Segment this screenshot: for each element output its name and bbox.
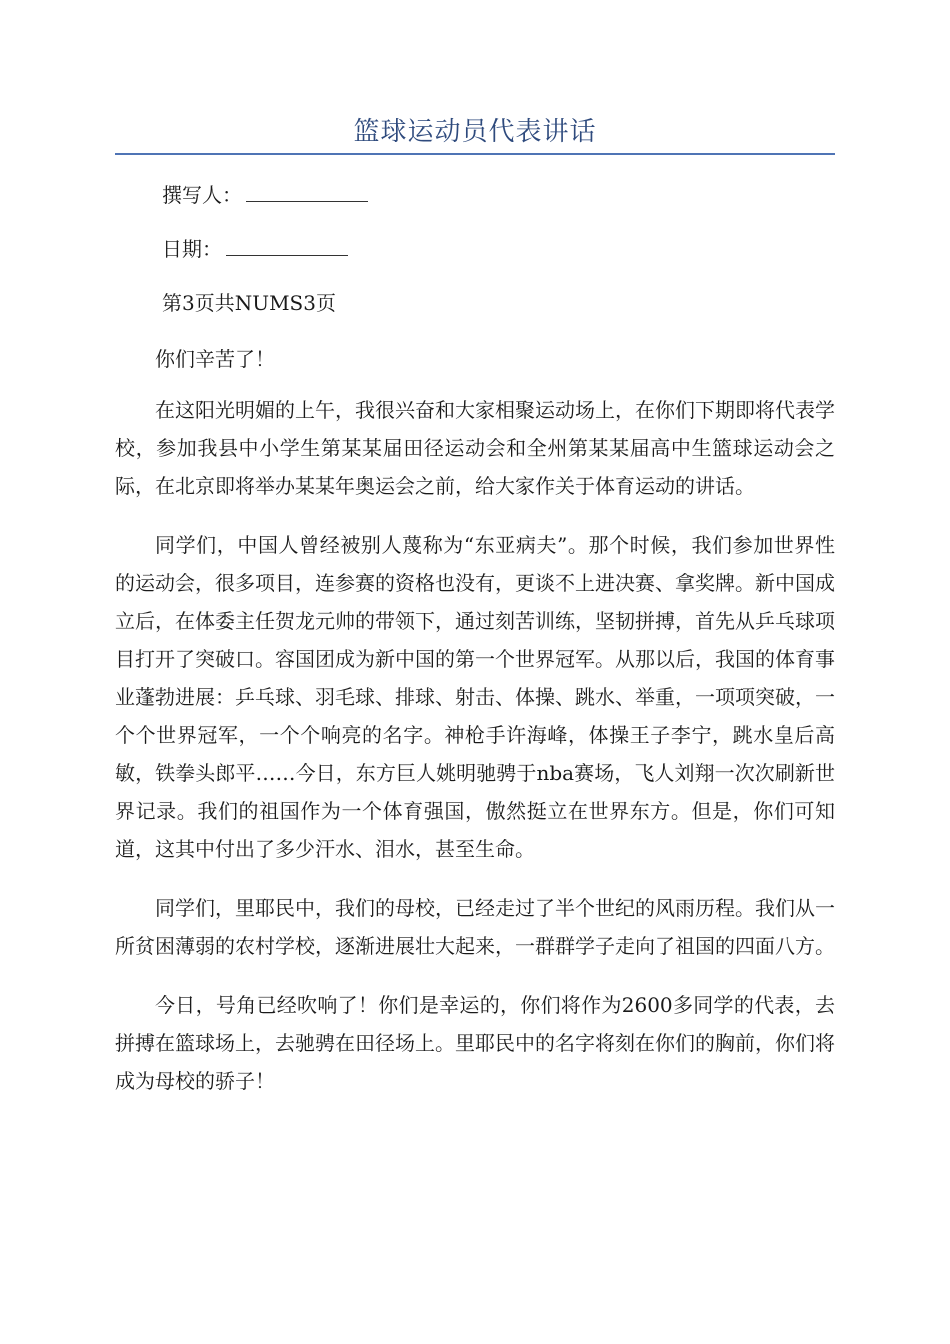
document-title: 篮球运动员代表讲话 <box>353 117 597 147</box>
author-label: 撰写人： <box>162 183 242 207</box>
date-line <box>162 235 348 263</box>
paragraph: 同学们，里耶民中，我们的母校，已经走过了半个世纪的风雨历程。我们从一所贫困薄弱的农村学校，逐渐进展壮大起来，一群群学子走向了祖国的四面八方。 <box>115 896 835 958</box>
author-blank <box>246 185 368 202</box>
paragraph: 同学们，中国人曾经被别人蔑称为“东亚病夫”。那个时候，我们参加世界性的运动会，很多项目，连参赛的资格也没有，更谈不上进决赛、拿奖牌。新中国成立后，在体委主任贺龙元帅的带领下，通过刻苦训练，坚韧拼搏，首先从乒乓球项目打开了突破口。容国团成为新中国的第一个世界冠军。从那以后，我国的体育事业蓬勃进展：乒乓球、羽毛球、排球、射击、体操、跳水、举重，一项项突破，一个个世界冠军，一个个响亮的名字。神枪手许海峰，体操王子李宁，跳水皇后高敏，铁拳头郎平……今日，东方巨人姚明驰骋于nba赛场，飞人刘翔一次次刷新世界记录。我们的祖国作为一个体育强国，傲然挺立在世界东方。但是，你们可知道，这其中付出了多少汗水、泪水，甚至生命。 <box>115 533 835 861</box>
date-blank <box>226 239 348 256</box>
date-label: 日期： <box>162 237 222 261</box>
author-line <box>162 181 368 209</box>
greeting: 你们辛苦了！ <box>155 347 275 371</box>
speech-body <box>115 340 835 1121</box>
title-underline <box>115 153 835 155</box>
page-info: 第3页共NUMS3页 <box>162 291 336 315</box>
paragraph: 今日，号角已经吹响了！你们是幸运的，你们将作为2600多同学的代表，去拼搏在篮球场上，去驰骋在田径场上。里耶民中的名字将刻在你们的胸前，你们将成为母校的骄子！ <box>115 993 835 1093</box>
paragraph: 在这阳光明媚的上午，我很兴奋和大家相聚运动场上，在你们下期即将代表学校，参加我县中小学生第某某届田径运动会和全州第某某届高中生篮球运动会之际，在北京即将举办某某年奥运会之前，给大家作关于体育运动的讲话。 <box>115 398 835 498</box>
